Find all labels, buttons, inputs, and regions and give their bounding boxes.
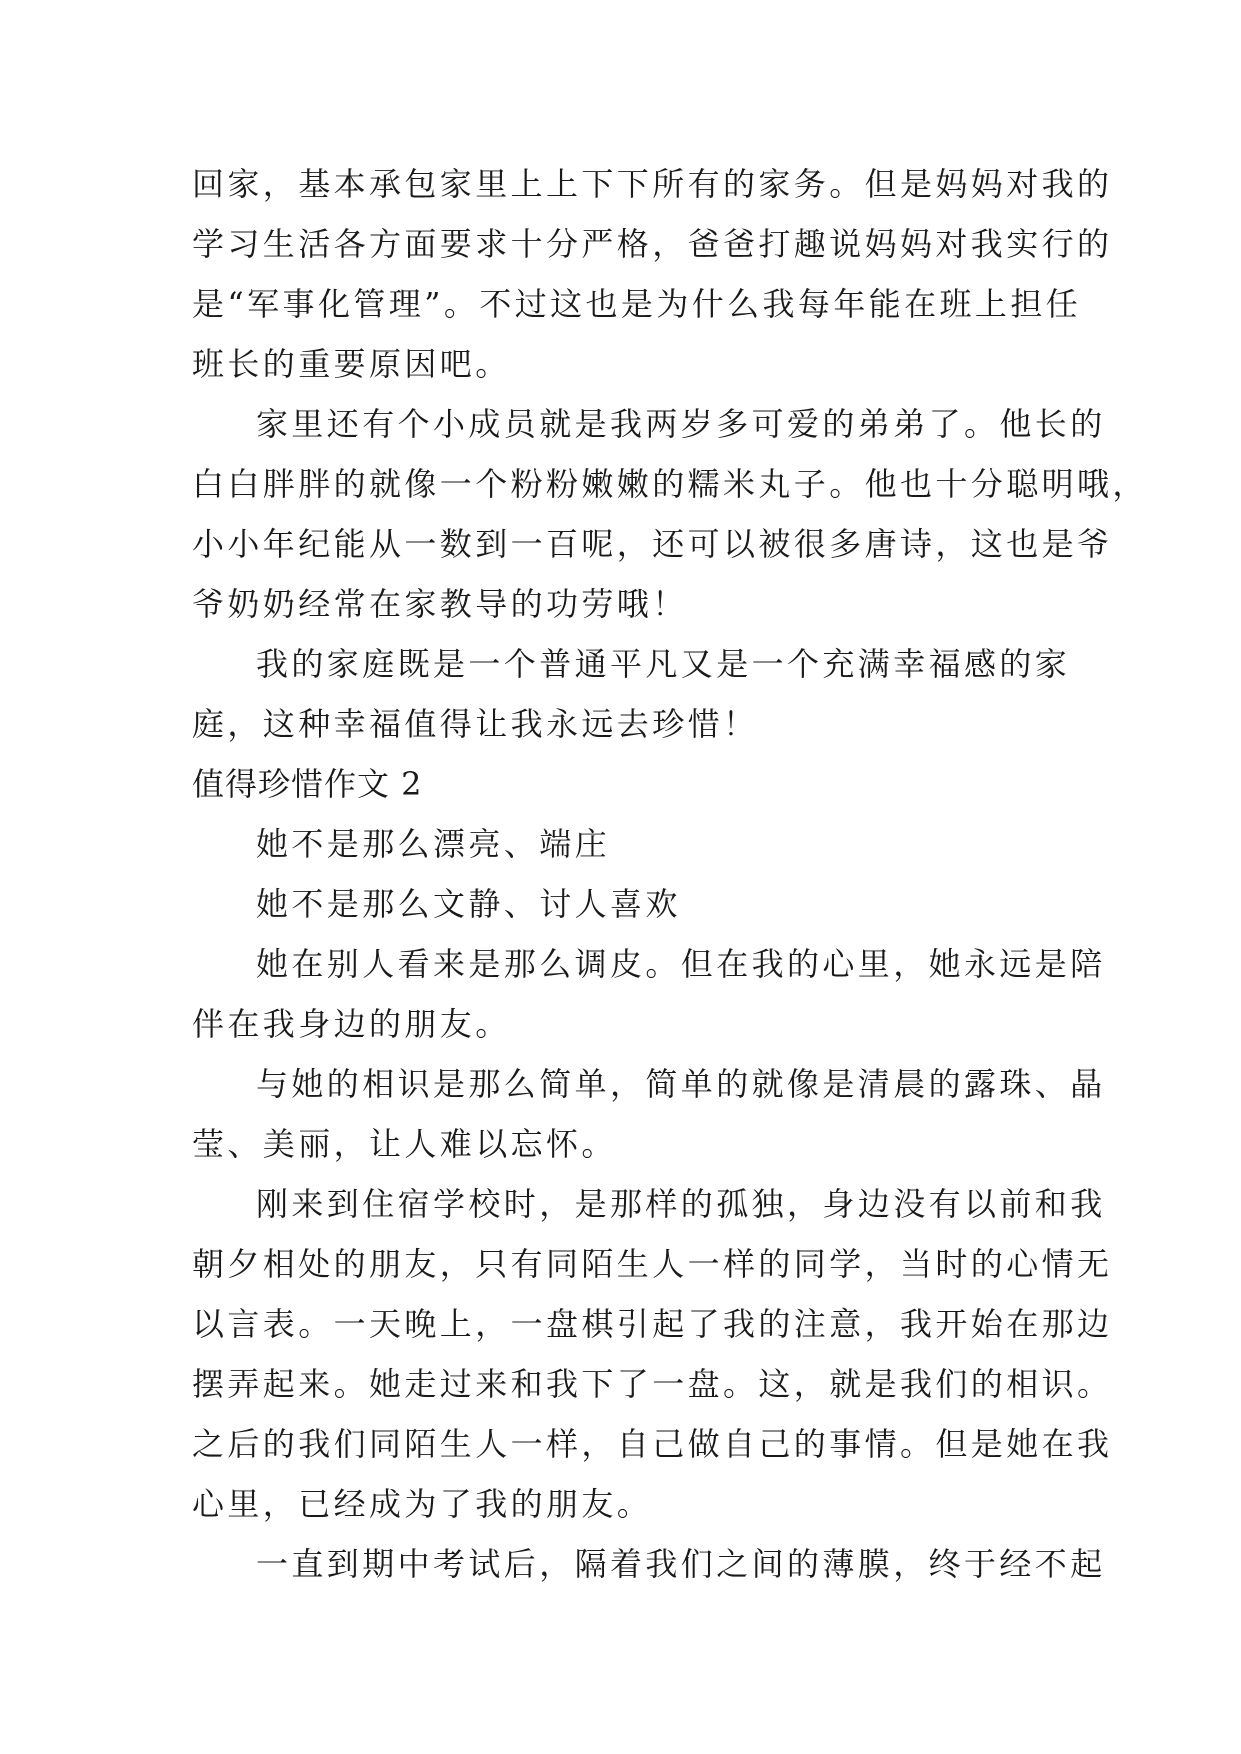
text-line: 爷奶奶经常在家教导的功劳哦！ bbox=[192, 585, 688, 623]
paragraph-first-line: 一直到期中考试后，隔着我们之间的薄膜，终于经不起 bbox=[256, 1545, 1106, 1583]
paragraph-first-line: 她在别人看来是那么调皮。但在我的心里，她永远是陪 bbox=[256, 945, 1106, 983]
paragraph-first-line: 与她的相识是那么简单，简单的就像是清晨的露珠、晶 bbox=[256, 1065, 1106, 1103]
text-line: 白白胖胖的就像一个粉粉嫩嫩的糯米丸子。他也十分聪明哦， bbox=[192, 465, 1148, 503]
text-line: 莹、美丽，让人难以忘怀。 bbox=[192, 1125, 617, 1163]
text-line: 是“军事化管理”。不过这也是为什么我每年能在班上担任 bbox=[192, 285, 1082, 323]
paragraph-first-line: 她不是那么文静、讨人喜欢 bbox=[256, 885, 681, 923]
paragraph-first-line: 她不是那么漂亮、端庄 bbox=[256, 825, 611, 863]
text-line: 小小年纪能从一数到一百呢，还可以被很多唐诗，这也是爷 bbox=[192, 525, 1113, 563]
text-line: 朝夕相处的朋友，只有同陌生人一样的同学，当时的心情无 bbox=[192, 1245, 1113, 1283]
text-line: 心里，已经成为了我的朋友。 bbox=[192, 1485, 653, 1523]
text-line: 以言表。一天晚上，一盘棋引起了我的注意，我开始在那边 bbox=[192, 1305, 1113, 1343]
text-line: 摆弄起来。她走过来和我下了一盘。这，就是我们的相识。 bbox=[192, 1365, 1113, 1403]
paragraph-first-line: 我的家庭既是一个普通平凡又是一个充满幸福感的家 bbox=[256, 645, 1071, 683]
text-line: 之后的我们同陌生人一样，自己做自己的事情。但是她在我 bbox=[192, 1425, 1113, 1463]
text-line: 伴在我身边的朋友。 bbox=[192, 1005, 511, 1043]
section-heading: 值得珍惜作文 2 bbox=[192, 765, 423, 803]
text-line: 班长的重要原因吧。 bbox=[192, 345, 511, 383]
text-line: 庭，这种幸福值得让我永远去珍惜！ bbox=[192, 705, 759, 743]
text-line: 学习生活各方面要求十分严格，爸爸打趣说妈妈对我实行的 bbox=[192, 225, 1113, 263]
document-body bbox=[192, 154, 1148, 1594]
paragraph-first-line: 刚来到住宿学校时，是那样的孤独，身边没有以前和我 bbox=[256, 1185, 1106, 1223]
text-line: 回家，基本承包家里上上下下所有的家务。但是妈妈对我的 bbox=[192, 165, 1113, 203]
paragraph-first-line: 家里还有个小成员就是我两岁多可爱的弟弟了。他长的 bbox=[256, 405, 1106, 443]
